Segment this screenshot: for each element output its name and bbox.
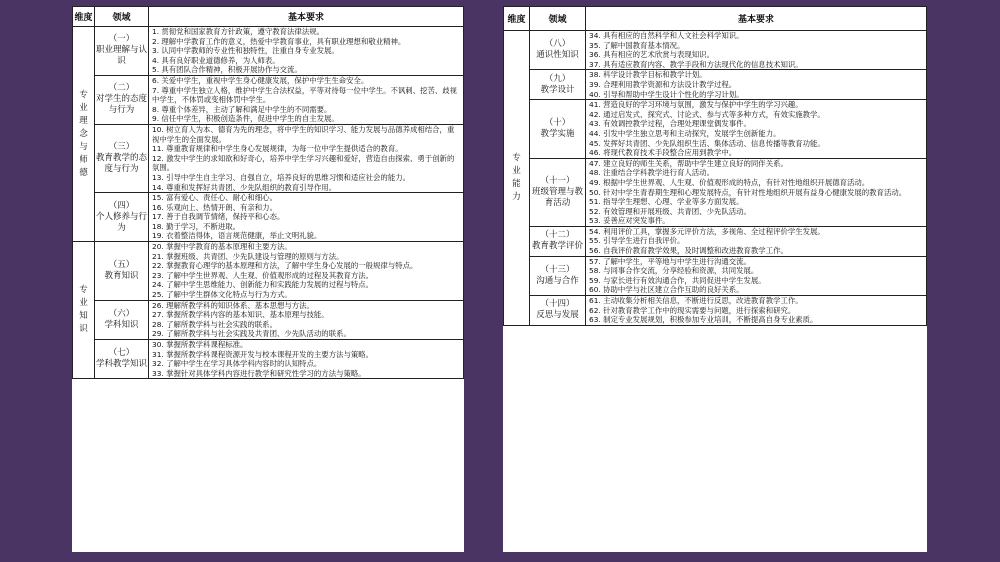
requirement-item: 8. 尊重个体差异，主动了解和满足中学生的不同需要。 — [152, 104, 332, 114]
standards-table-left — [72, 6, 464, 379]
requirement-item: 19. 衣着整洁得体，语言规范健康，举止文明礼貌。 — [152, 231, 322, 241]
requirement-item: 15. 富有爱心、责任心、耐心和细心。 — [152, 193, 277, 203]
requirement-item: 35. 了解中国教育基本情况。 — [589, 40, 685, 50]
requirement-item: 50. 针对中学生青春期生理和心理发展特点，有针对性地组织开展有益身心健康发展的教育活动。 — [589, 187, 907, 197]
dimension-label: 专业能力 — [512, 152, 521, 202]
requirement-item: 46. 将现代教育技术手段整合应用到教学中。 — [589, 148, 737, 158]
area-label: （八） 通识性知识 — [530, 31, 586, 70]
requirements-cell — [586, 31, 927, 70]
requirement-item: 61. 主动收集分析相关信息，不断进行反思，改进教育教学工作。 — [589, 296, 803, 306]
requirement-item: 23. 了解中学生世界观、人生观、价值观形成的过程及其教育方法。 — [152, 270, 374, 280]
requirements-cell — [586, 296, 927, 326]
area-label: （十一） 班级管理与教育活动 — [530, 158, 586, 226]
left-standards-page — [72, 6, 464, 552]
dimension-label: 专业知识 — [79, 285, 88, 335]
area-row — [504, 296, 927, 326]
requirement-item: 48. 注重结合学科教学进行育人活动。 — [589, 168, 714, 178]
requirement-item: 21. 掌握班级、共青团、少先队建设与管理的原则与方法。 — [152, 251, 344, 261]
requirement-item: 25. 了解中学生群体文化特点与行为方式。 — [152, 290, 292, 300]
area-row — [504, 31, 927, 70]
area-row — [73, 124, 464, 192]
requirement-item: 52. 有效管理和开展班级、共青团、少先队活动。 — [589, 206, 751, 216]
area-label: （五） 教育知识 — [95, 242, 149, 301]
requirements-cell — [586, 100, 927, 159]
area-row — [73, 27, 464, 76]
requirement-item: 45. 发挥好共青团、少先队组织生活、集体活动、信息传播等教育功能。 — [589, 138, 825, 148]
requirement-item: 36. 具有相应的艺术欣赏与表现知识。 — [589, 50, 714, 60]
requirement-item: 58. 与同事合作交流，分享经验和资源，共同发展。 — [589, 266, 759, 276]
area-row — [73, 75, 464, 124]
requirement-item: 5. 具有团队合作精神，积极开展协作与交流。 — [152, 65, 302, 75]
area-row — [504, 100, 927, 159]
dimension-cell — [504, 31, 530, 326]
requirement-item: 3. 认同中学教师的专业性和独特性，注重自身专业发展。 — [152, 46, 339, 56]
requirement-item: 51. 指导学生理想、心理、学业等多方面发展。 — [589, 197, 744, 207]
dimension-cell — [73, 242, 95, 379]
requirements-cell — [149, 124, 464, 192]
requirement-item: 40. 引导和帮助中学生设计个性化的学习计划。 — [589, 89, 744, 99]
header-requirements: 基本要求 — [586, 7, 927, 31]
area-row — [504, 158, 927, 226]
requirement-item: 38. 科学设计教学目标和教学计划。 — [589, 70, 707, 80]
requirement-item: 54. 利用评价工具，掌握多元评价方法，多视角、全过程评价学生发展。 — [589, 226, 825, 236]
requirement-item: 30. 掌握所教学科课程标准。 — [152, 340, 248, 349]
requirement-item: 2. 理解中学教育工作的意义，热爱中学教育事业，具有职业理想和敬业精神。 — [152, 36, 406, 46]
requirement-item: 60. 协助中学与社区建立合作互助的良好关系。 — [589, 285, 744, 295]
area-label: （十三） 沟通与合作 — [530, 256, 586, 295]
area-label: （九） 教学设计 — [530, 70, 586, 100]
requirement-item: 20. 掌握中学教育的基本原理和主要方法。 — [152, 242, 292, 252]
requirement-item: 14. 尊重和发挥好共青团、少先队组织的教育引导作用。 — [152, 182, 337, 192]
requirement-item: 18. 勤于学习，不断进取。 — [152, 221, 241, 231]
requirement-item: 28. 了解所教学科与社会实践的联系。 — [152, 319, 277, 329]
area-row — [504, 70, 927, 100]
requirement-item: 10. 树立育人为本、德育为先的理念，将中学生的知识学习、能力发展与品德养成相结合，重视中学生的全面发展。 — [152, 124, 455, 144]
requirement-item: 17. 善于自我调节情绪，保持平和心态。 — [152, 212, 285, 222]
requirements-cell — [149, 242, 464, 301]
requirements-cell — [586, 256, 927, 295]
area-label: （二） 对学生的态度与行为 — [95, 75, 149, 124]
area-row — [504, 256, 927, 295]
requirements-cell — [586, 70, 927, 100]
area-label: （六） 学科知识 — [95, 300, 149, 339]
requirements-cell — [149, 340, 464, 379]
requirement-item: 31. 掌握所教学科课程资源开发与校本课程开发的主要方法与策略。 — [152, 349, 374, 359]
header-requirements: 基本要求 — [149, 7, 464, 27]
area-label: （四） 个人修养与行为 — [95, 193, 149, 242]
requirement-item: 11. 尊重教育规律和中学生身心发展规律，为每一位中学生提供适合的教育。 — [152, 144, 403, 154]
requirement-item: 22. 掌握教育心理学的基本原理和方法，了解中学生身心发展的一般规律与特点。 — [152, 261, 418, 271]
header-dimension: 维度 — [504, 7, 530, 31]
area-row — [73, 242, 464, 301]
requirement-item: 57. 了解中学生，平等地与中学生进行沟通交流。 — [589, 256, 751, 266]
requirement-item: 6. 关爱中学生，重视中学生身心健康发展，保护中学生生命安全。 — [152, 75, 369, 85]
requirement-item: 59. 与家长进行有效沟通合作，共同促进中学生发展。 — [589, 275, 766, 285]
requirement-item: 1. 贯彻党和国家教育方针政策，遵守教育法律法规。 — [152, 27, 324, 36]
area-label: （三） 教育教学的态度与行为 — [95, 124, 149, 192]
requirement-item: 4. 具有良好职业道德修养，为人师表。 — [152, 55, 280, 65]
area-row — [73, 340, 464, 379]
requirement-item: 53. 妥善应对突发事件。 — [589, 216, 670, 226]
requirement-item: 33. 掌握针对具体学科内容进行教学和研究性学习的方法与策略。 — [152, 368, 366, 378]
requirements-cell — [586, 158, 927, 226]
requirements-cell — [586, 226, 927, 256]
requirement-item: 7. 尊重中学生独立人格，维护中学生合法权益，平等对待每一位中学生。不讽刺、挖苦、歧视中学生，不体罚或变相体罚中学生。 — [152, 85, 458, 105]
requirement-item: 26. 理解所教学科的知识体系、基本思想与方法。 — [152, 300, 314, 310]
requirement-item: 16. 乐观向上、热情开朗、有亲和力。 — [152, 202, 277, 212]
right-standards-page — [503, 6, 927, 552]
header-dimension: 维度 — [73, 7, 95, 27]
requirement-item: 27. 掌握所教学科内容的基本知识、基本原理与技能。 — [152, 310, 329, 320]
requirement-item: 41. 营造良好的学习环境与氛围，激发与保护中学生的学习兴趣。 — [589, 100, 803, 110]
requirements-cell — [149, 300, 464, 339]
requirement-item: 12. 激发中学生的求知欲和好奇心，培养中学生学习兴趣和爱好，营造自由探索、勇于创新的氛围。 — [152, 153, 455, 173]
requirement-item: 42. 通过启发式、探究式、讨论式、参与式等多种方式，有效实施教学。 — [589, 109, 825, 119]
requirement-item: 47. 建立良好的师生关系，帮助中学生建立良好的同伴关系。 — [589, 158, 788, 168]
requirements-cell — [149, 193, 464, 242]
requirement-item: 34. 具有相应的自然科学和人文社会科学知识。 — [589, 31, 744, 40]
dimension-cell — [73, 27, 95, 242]
requirement-item: 49. 根据中学生世界观、人生观、价值观形成的特点，有针对性地组织开展德育活动。 — [589, 177, 870, 187]
requirement-item: 56. 自我评价教育教学效果，及时调整和改进教育教学工作。 — [589, 246, 788, 256]
area-label: （十） 教学实施 — [530, 100, 586, 159]
area-row — [504, 226, 927, 256]
requirement-item: 62. 针对教育教学工作中的现实需要与问题，进行探索和研究。 — [589, 305, 796, 315]
area-label: （十四） 反思与发展 — [530, 296, 586, 326]
area-label: （一） 职业理解与认识 — [95, 27, 149, 76]
requirement-item: 37. 具有适应教育内容、教学手段和方法现代化的信息技术知识。 — [589, 59, 803, 69]
requirement-item: 55. 引导学生进行自我评价。 — [589, 236, 685, 246]
area-label: （十二） 教育教学评价 — [530, 226, 586, 256]
area-row — [73, 300, 464, 339]
area-row — [73, 193, 464, 242]
requirement-item: 39. 合理利用教学资源和方法设计教学过程。 — [589, 79, 737, 89]
requirements-cell — [149, 75, 464, 124]
requirement-item: 63. 制定专业发展规划，积极参加专业培训，不断提高自身专业素质。 — [589, 315, 818, 325]
requirement-item: 24. 了解中学生思维能力、创新能力和实践能力发展的过程与特点。 — [152, 280, 374, 290]
standards-table-right — [503, 6, 927, 326]
header-area: 领域 — [530, 7, 586, 31]
area-label: （七） 学科教学知识 — [95, 340, 149, 379]
requirement-item: 44. 引发中学生独立思考和主动探究，发展学生创新能力。 — [589, 128, 781, 138]
requirement-item: 9. 信任中学生，积极创造条件，促进中学生的自主发展。 — [152, 114, 339, 124]
dimension-label: 专业理念与师德 — [79, 89, 88, 178]
requirement-item: 43. 有效调控教学过程，合理处理课堂偶发事件。 — [589, 119, 751, 129]
header-area: 领域 — [95, 7, 149, 27]
requirements-cell — [149, 27, 464, 76]
requirement-item: 32. 了解中学生在学习具体学科内容时的认知特点。 — [152, 359, 322, 369]
requirement-item: 13. 引导中学生自主学习、自强自立，培养良好的思维习惯和适应社会的能力。 — [152, 172, 410, 182]
requirement-item: 29. 了解所教学科与社会实践及共青团、少先队活动的联系。 — [152, 329, 351, 339]
